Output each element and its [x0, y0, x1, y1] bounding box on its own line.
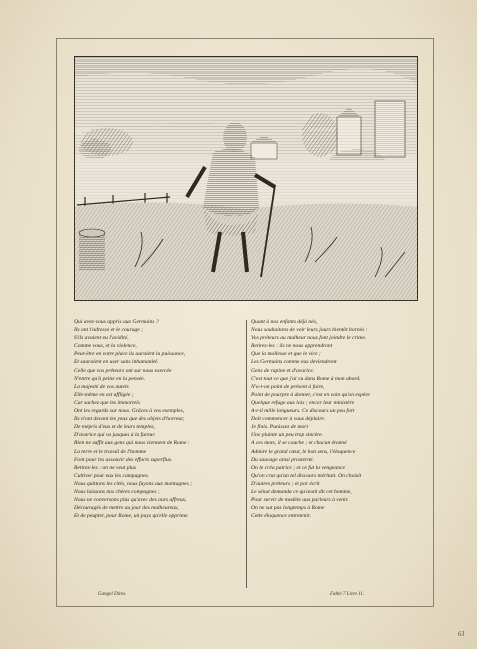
poem-line: Ils ont l'adresse et le courage ; — [74, 327, 144, 334]
poem-right-column — [251, 318, 417, 520]
poem-text — [74, 318, 416, 588]
poem-line: Nous souhaitons de voir leurs jours bientôt bornés : — [251, 327, 368, 334]
poem-line: A ces mots, il se couche ; et chacun étonné — [251, 440, 347, 447]
poem-line: N'entre qu'à peine en la pensée. — [74, 375, 146, 382]
poem-line: Car sachez que les immortels — [74, 399, 140, 406]
poem-line: Point de pourpre à donner, c'est en vain qu'on espère — [251, 391, 370, 398]
poem-line: La terre et le travail de l'homme — [74, 448, 147, 455]
poem-line: Qu'on crut qu'un tel discours méritait. On choisit — [251, 472, 362, 479]
poem-left-column — [74, 318, 240, 520]
poem-line: Ils n'ont devant les yeux que des objets d'horreur, — [74, 416, 185, 423]
poem-line: Que la mollesse et que le vice ; — [251, 351, 321, 358]
poem-line: Une plainte un peu trop sincère. — [251, 432, 323, 439]
poem-line: Cultiver pour eux les campagnes. — [74, 472, 150, 479]
poem-line: Du sauvage ainsi prosterné. — [251, 456, 314, 463]
fable-reference-caption: Fable 7 Livre 11. — [330, 592, 365, 597]
poem-line: Nous laissons nos chères compagnes ; — [74, 488, 160, 495]
poem-line: S'ils avaient eu l'avidité, — [74, 335, 129, 342]
poem-line: On le créa patrice ; et ce fut la vengeance — [251, 464, 345, 471]
engraving-svg — [75, 57, 417, 300]
poem-line: De mépris d'eux et de leurs temples, — [74, 424, 155, 431]
poem-line: Et de peupler, pour Rome, un pays qu'elle opprime. — [74, 513, 189, 520]
poem-line: Peut-être en votre place ils auraient la puissance, — [74, 351, 186, 358]
poem-line: Le sénat demanda ce qu'avait dit cet homme, — [251, 488, 352, 495]
poem-line: C'est tout ce que j'ai vu dans Rome à mon abord. — [251, 375, 361, 382]
poem-line: Et sauraient en user sans inhumanité. — [74, 359, 159, 366]
poem-line: Elle-même en est affligée ; — [74, 391, 134, 398]
poem-line: N'a-t-on point de présent à faire, — [251, 383, 325, 390]
poem-line: Je finis. Punissez de mort — [251, 424, 309, 431]
poem-line: Quelque refuge aux lois ; encor leur ministère — [251, 399, 355, 406]
poem-line: Nous ne conversons plus qu'avec des ours affreux, — [74, 497, 187, 504]
poem-line: Admire le grand cœur, le bon sens, l'éloquence — [251, 448, 356, 455]
engraving-illustration — [74, 56, 418, 301]
poem-line: Retirez-les : ils ne nous apprendront — [251, 343, 333, 350]
poem-line: Découragés de mettre au jour des malheureux, — [74, 505, 179, 512]
column-divider — [246, 320, 247, 588]
poem-line: Font pour les assouvir des efforts superflus. — [74, 456, 173, 463]
poem-line: Nous quittons les cités, nous fuyons aux montagnes ; — [74, 480, 192, 487]
poem-line: D'avarice qui va jusques à la fureur. — [74, 432, 156, 439]
poem-line: Ont les regards sur nous. Grâces à vos exemples, — [74, 408, 185, 415]
poem-line: Doit commencer à vous déplaire. — [251, 416, 326, 423]
page-number: 61 — [458, 630, 465, 638]
poem-line: Retirez-les : on ne veut plus — [74, 464, 137, 471]
poem-line: Rien ne suffit aux gens qui nous viennent de Rome : — [74, 440, 190, 447]
poem-line: Gens de rapine et d'avarice. — [251, 367, 315, 374]
poem-line: Vos préteurs au malheur nous font joindre le crime. — [251, 335, 367, 342]
poem-line: Celle que vos préteurs ont sur nous exercée — [74, 367, 172, 374]
engraver-caption: Gangel Direx. — [98, 592, 127, 597]
poem-line: On ne sut pas longtemps à Rome — [251, 505, 325, 512]
poem-line: Quant à nos enfants déjà nés, — [251, 319, 318, 325]
poem-line: Cette éloquence entretenir. — [251, 513, 311, 520]
poem-line: A-t-il mille longueurs. Ce discours un peu fort — [251, 408, 355, 415]
poem-line: Les Germains comme eux deviendront — [251, 359, 337, 366]
poem-line: D'autres préteurs ; et par écrit — [251, 480, 320, 487]
poem-line: Pour servir de modèle aux parleurs à venir. — [251, 497, 349, 504]
poem-line: Qui avez-vous appris aux Germains ? — [74, 319, 159, 325]
poem-line: Comme vous, et la violence, — [74, 343, 137, 350]
poem-line: La majesté de vos autels — [74, 383, 129, 390]
